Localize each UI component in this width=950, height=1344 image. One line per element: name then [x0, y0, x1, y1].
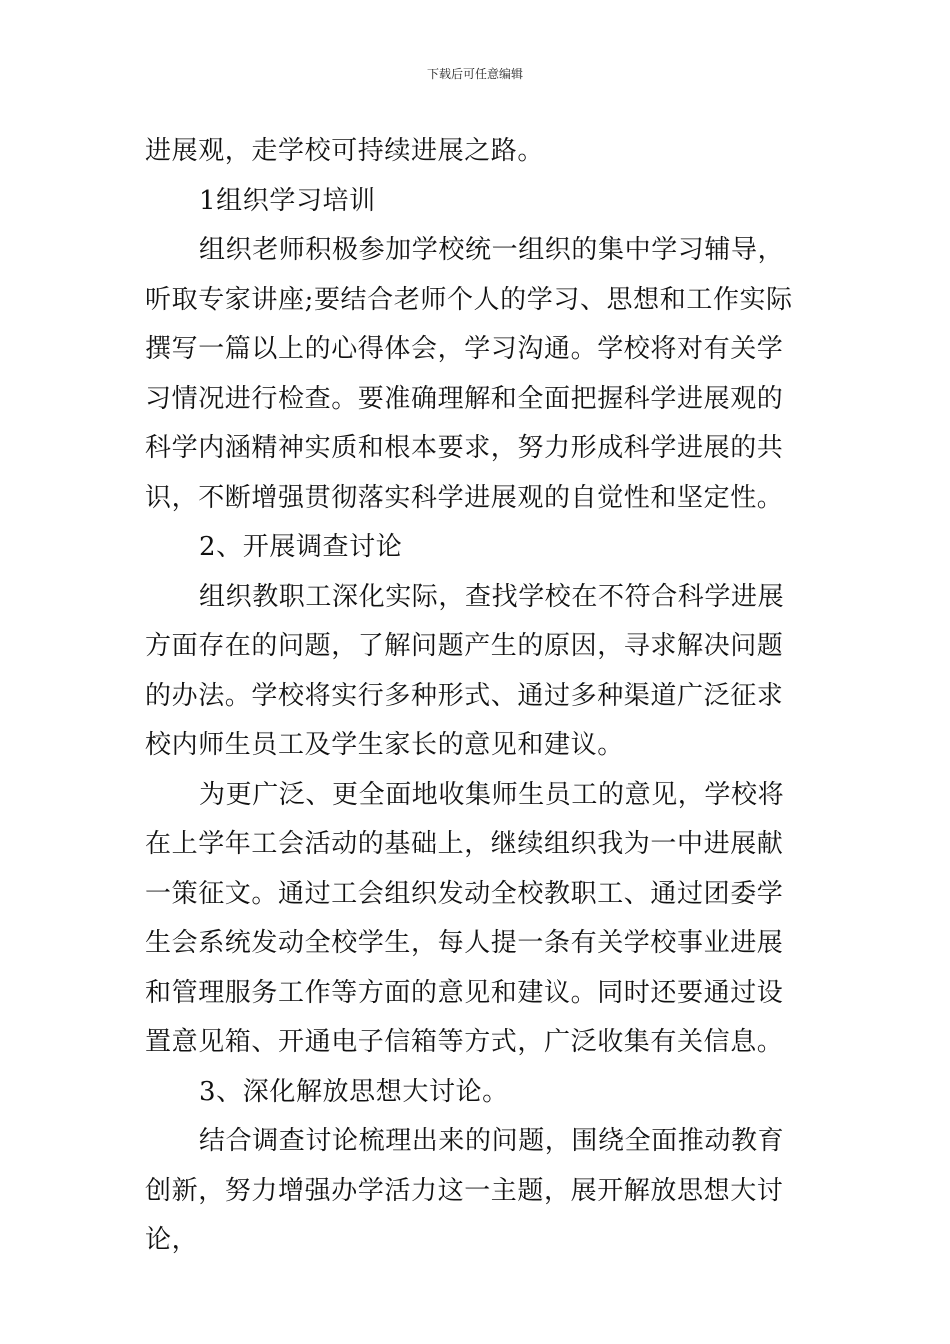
section-heading-1: 1组织学习培训: [199, 185, 376, 216]
paragraph-4: 为更广泛、更全面地收集师生员工的意见，学校将在上学年工会活动的基础上，继续组织我为一中进展献一策征文。通过工会组织发动全校教职工、通过团委学生会系统发动全校学生，每人提一条有关学校事业进展和管理服务工作等方面的意见和建议。同时还要通过设置意见箱、开通电子信箱等方式，广泛收集有关信息。: [145, 779, 785, 1057]
paragraph-5: 结合调查讨论梳理出来的问题，围绕全面推动教育创新，努力增强办学活力这一主题，展开解放思想大讨论，: [145, 1126, 785, 1255]
paragraph-3: 组织教职工深化实际，查找学校在不符合科学进展方面存在的问题，了解问题产生的原因，寻求解决问题的办法。学校将实行多种形式、通过多种渠道广泛征求校内师生员工及学生家长的意见和建议。: [145, 581, 785, 760]
section-heading-3: 3、深化解放思想大讨论。: [199, 1076, 509, 1107]
paragraph-2: 组织老师积极参加学校统一组织的集中学习辅导，听取专家讲座;要结合老师个人的学习、思想和工作实际撰写一篇以上的心得体会，学习沟通。学校将对有关学习情况进行检查。要准确理解和全面把握科学进展观的科学内涵精神实质和根本要求，努力形成科学进展的共识，不断增强贯彻落实科学进展观的自觉性和坚定性。: [145, 235, 793, 513]
section-heading-2: 2、开展调查讨论: [199, 532, 403, 562]
page-header: 下载后可任意编辑: [426, 67, 523, 81]
paragraph-1: 进展观，走学校可持续进展之路。: [145, 136, 545, 166]
document-body: [145, 127, 807, 1266]
